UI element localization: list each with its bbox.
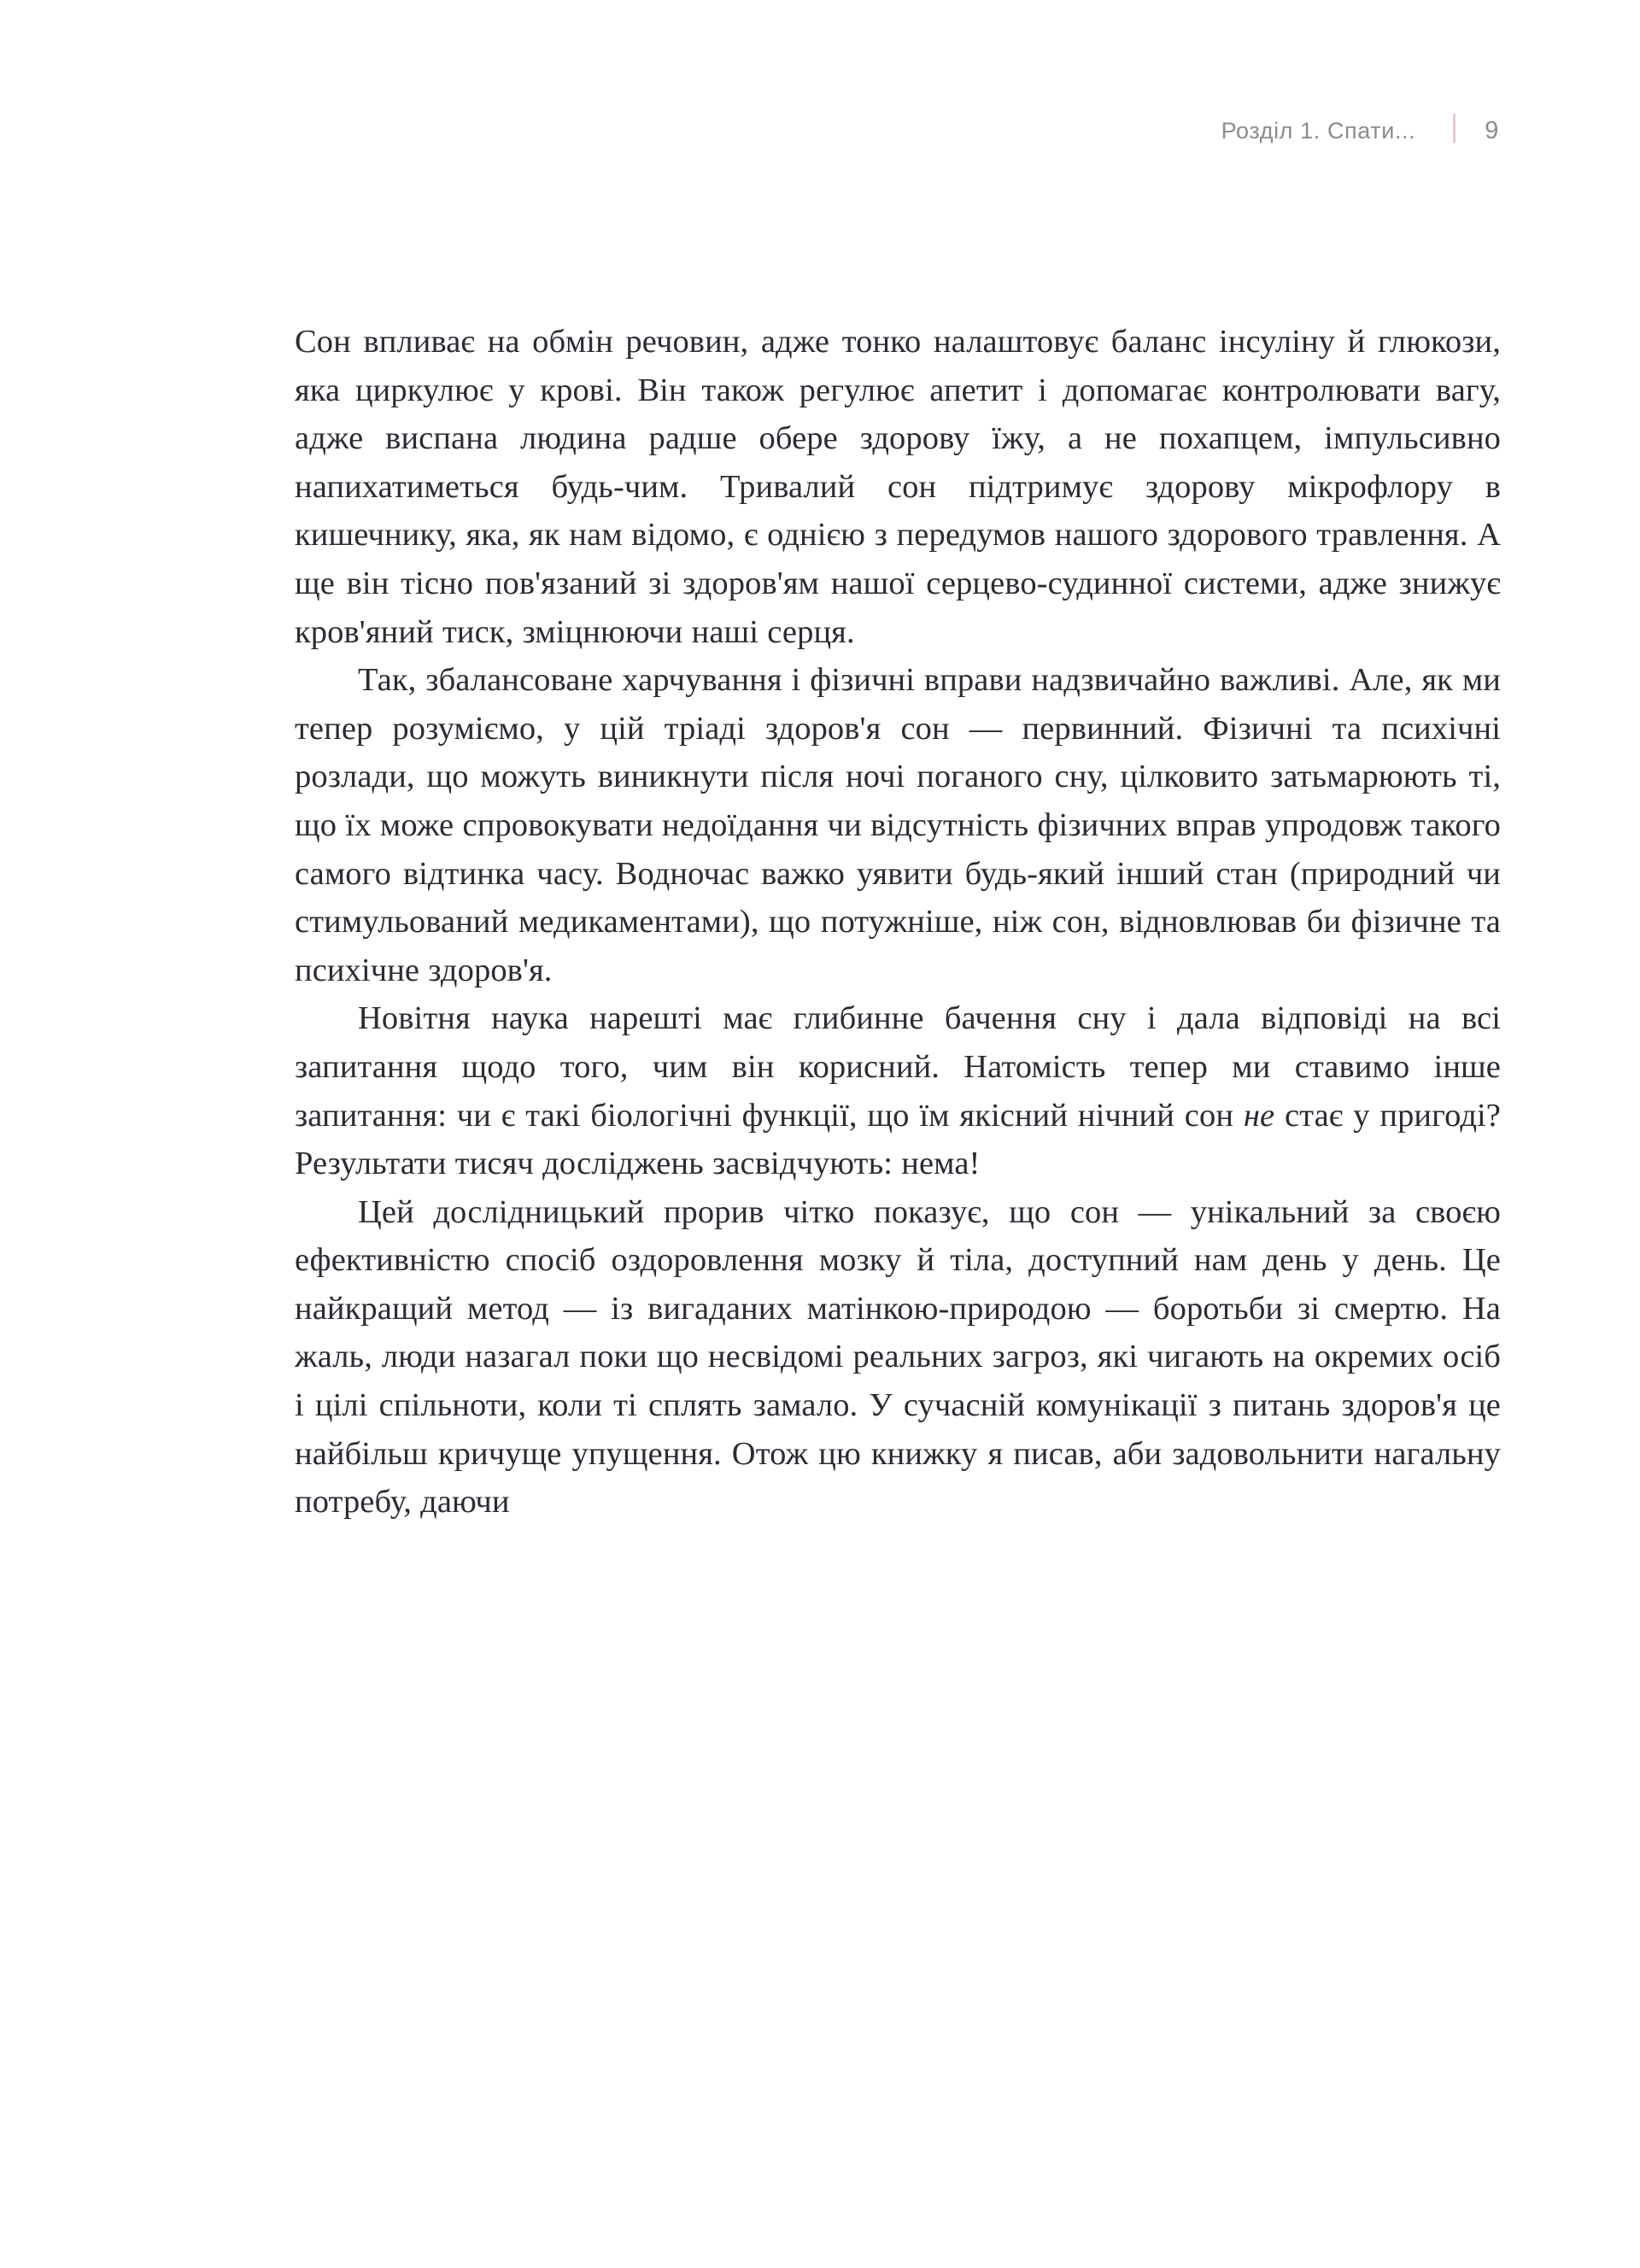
body-paragraph-3 bbox=[295, 994, 1501, 1187]
body-text-block bbox=[295, 318, 1501, 1527]
paragraph-3-text-before-emphasis: Новітня наука нарешті має глибинне бачення сну і дала відповіді на всі запитання щодо того, чим він корисний. Натомість тепер ми ставимо інше запитання: чи є такі біологічні функції, що їм якісний нічний сон bbox=[295, 1000, 1501, 1134]
running-header bbox=[295, 109, 1499, 150]
body-paragraph-2: Так, збалансоване харчування і фізичні вправи надзвичайно важливі. Але, як ми тепер розуміємо, у цій тріаді здоров'я сон — первинний. Фізичні та психічні розлади, що можуть виникнути після ночі поганого сну, цілковито затьмарюють ті, що їх може спровокувати недоїдання чи відсутність фізичних вправ упродовж такого самого відтинка часу. Водночас важко уявити будь-який інший стан (природний чи стимульований медикаментами), що потужніше, ніж сон, відновлював би фізичне та психічне здоров'я. bbox=[295, 662, 1501, 988]
header-separator-rule bbox=[1453, 114, 1456, 143]
header-chapter-label: Розділ 1. Спати... bbox=[1221, 118, 1416, 144]
body-paragraph-1: Сон впливає на обмін речовин, адже тонко налаштовує баланс інсуліну й глюкози, яка циркулює у крові. Він також регулює апетит і допомагає контролювати вагу, адже виспана людина радше обере здорову їжу, а не похапцем, імпульсивно напихатиметься будь-чим. Тривалий сон підтримує здорову мікрофлору в кишечнику, яка, як нам відомо, є однією з передумов нашого здорового травлення. А ще він тісно пов'язаний зі здоров'ям нашої серцево-судинної системи, адже знижує кров'яний тиск, зміцнюючи наші серця. bbox=[295, 324, 1501, 650]
emphasized-word: не bbox=[1243, 1097, 1275, 1134]
body-paragraph-4: Цей дослідницький прорив чітко показує, що сон — унікальний за своєю ефективністю спосіб оздоровлення мозку й тіла, доступний нам день у день. Це найкращий метод — із вигаданих матінкою-природою — боротьби зі смертю. На жаль, люди назагал поки що несвідомі реальних загроз, які чигають на окремих осіб і цілі спільноти, коли ті сплять замало. У сучасній комунікації з питань здоров'я це найбільш кричуще упущення. Отож цю книжку я писав, аби задовольнити нагальну потребу, даючи bbox=[295, 1193, 1501, 1521]
paragraph-3-text-after-emphasis: стає у пригоді? Результати тисяч досліджень засвідчують: нема! bbox=[295, 1097, 1501, 1182]
page-number: 9 bbox=[1485, 117, 1499, 144]
